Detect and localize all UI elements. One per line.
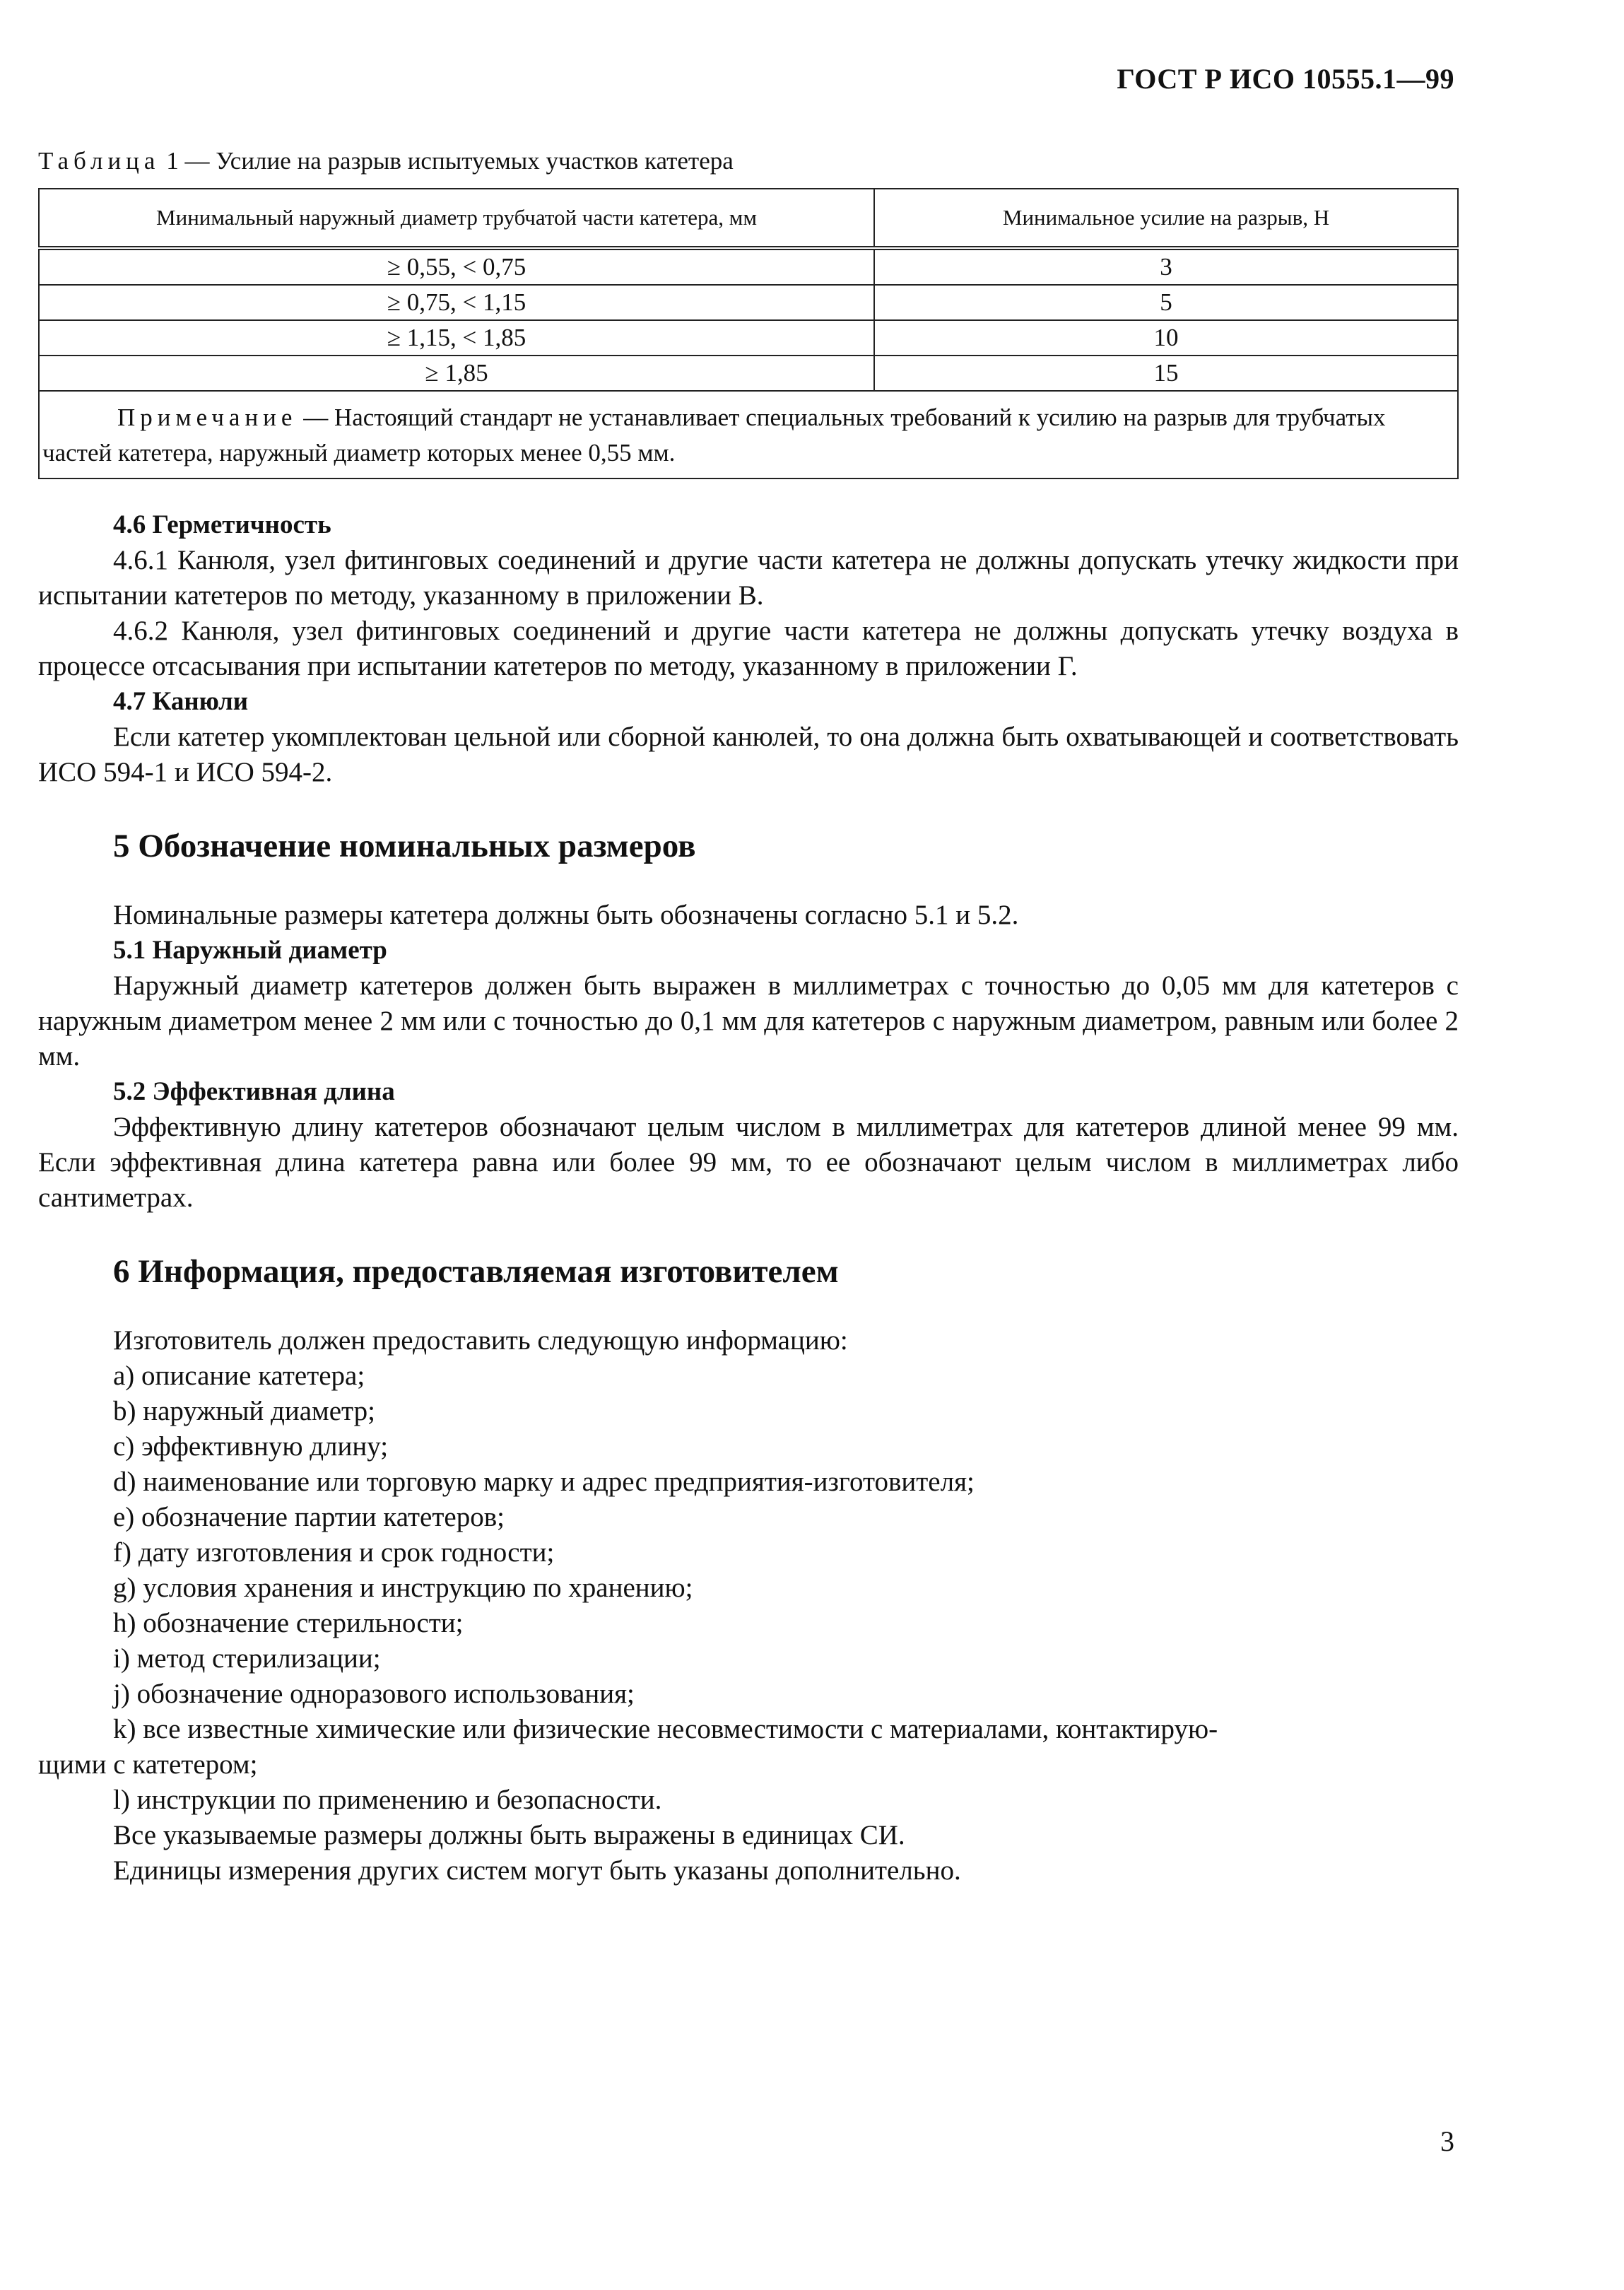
document-code-header: ГОСТ Р ИСО 10555.1—99 xyxy=(1117,63,1454,95)
table-row xyxy=(39,356,1458,391)
table-caption-label: Таблица xyxy=(38,147,160,175)
table-cell-force: 15 xyxy=(874,356,1458,391)
table-cell-force: 10 xyxy=(874,320,1458,356)
list-item: i) метод стерилизации; xyxy=(113,1643,381,1674)
table-row xyxy=(39,285,1458,320)
table-row xyxy=(39,320,1458,356)
section-5-1-title: 5.1 Наружный диаметр xyxy=(113,936,387,965)
section-4-6-title: 4.6 Герметичность xyxy=(113,510,331,539)
list-item-k xyxy=(38,1712,1459,1783)
list-item: b) наружный диаметр; xyxy=(113,1396,375,1426)
table-row xyxy=(39,248,1458,285)
section-4-7-title: 4.7 Канюли xyxy=(113,687,249,716)
table-caption xyxy=(38,147,734,175)
table-caption-text: 1 — Усилие на разрыв испытуемых участков катетера xyxy=(166,147,734,175)
table-header-diameter: Минимальный наружный диаметр трубчатой части катетера, мм xyxy=(39,189,874,248)
list-item: e) обозначение партии катетеров; xyxy=(113,1502,505,1532)
section-5-intro: Номинальные размеры катетера должны быть обозначены согласно 5.1 и 5.2. xyxy=(113,900,1019,930)
list-item: c) эффективную длину; xyxy=(113,1431,389,1462)
closing-text-si-units: Все указываемые размеры должны быть выражены в единицах СИ. xyxy=(113,1820,905,1850)
list-item-k-first-line: k) все известные химические или физические несовместимости с материалами, контактирую- xyxy=(113,1714,1218,1744)
section-5-2-text: Эффективную длину катетеров обозначают целым числом в миллиметрах для катетеров длиной менее 99 мм. Если эффективная длина катетера равна или более 99 мм, то ее обозначают целым числом в миллиметрах либо сантиметрах. xyxy=(38,1112,1459,1213)
list-item: j) обозначение одноразового использования; xyxy=(113,1679,635,1709)
table-note-label: Примечание xyxy=(117,404,298,431)
table-header-force: Минимальное усилие на разрыв, Н xyxy=(874,189,1458,248)
table-note-text: — Настоящий стандарт не устанавливает специальных требований к усилию на разрыв для трубчатых частей катетера, наружный диаметр которых менее 0,55 мм. xyxy=(42,404,1386,466)
section-4-6-1-text: 4.6.1 Канюля, узел фитинговых соединений и другие части катетера не должны допускать утечку жидкости при испытании катетеров по методу, указанному в приложении В. xyxy=(38,545,1459,611)
table-note-row xyxy=(39,391,1458,478)
closing-text-other-units: Единицы измерения других систем могут быть указаны дополнительно. xyxy=(113,1855,961,1886)
list-item: l) инструкции по применению и безопасности. xyxy=(113,1785,662,1815)
table-cell-force: 3 xyxy=(874,248,1458,285)
list-item: a) описание катетера; xyxy=(113,1361,365,1391)
section-5-1-text: Наружный диаметр катетеров должен быть выражен в миллиметрах с точностью до 0,05 мм для катетеров с наружным диаметром менее 2 мм или с точностью до 0,1 мм для катетеров с наружным диаметром, равным или более 2 мм. xyxy=(38,970,1459,1071)
table-cell-diameter: ≥ 0,75, < 1,15 xyxy=(39,285,874,320)
table-cell-force: 5 xyxy=(874,285,1458,320)
section-4-7-text: Если катетер укомплектован цельной или сборной канюлей, то она должна быть охватывающей и соответствовать ИСО 594-1 и ИСО 594-2. xyxy=(38,722,1459,787)
table-cell-diameter: ≥ 1,15, < 1,85 xyxy=(39,320,874,356)
page-number: 3 xyxy=(1440,2125,1454,2157)
table-cell-diameter: ≥ 0,55, < 0,75 xyxy=(39,248,874,285)
table-header-row xyxy=(39,189,1458,248)
table-note xyxy=(39,391,1458,478)
section-6-title: 6 Информация, предоставляемая изготовителем xyxy=(113,1253,839,1290)
list-item: d) наименование или торговую марку и адрес предприятия-изготовителя; xyxy=(113,1467,975,1497)
section-5-title: 5 Обозначение номинальных размеров xyxy=(113,828,696,864)
list-item: f) дату изготовления и срок годности; xyxy=(113,1537,555,1568)
list-item: g) условия хранения и инструкцию по хранению; xyxy=(113,1573,693,1603)
main-text xyxy=(38,507,1459,1889)
section-6-intro: Изготовитель должен предоставить следующую информацию: xyxy=(113,1325,848,1356)
list-item: h) обозначение стерильности; xyxy=(113,1608,464,1638)
table-cell-diameter: ≥ 1,85 xyxy=(39,356,874,391)
list-item-k-continuation: щими с катетером; xyxy=(38,1749,258,1780)
section-5-2-title: 5.2 Эффективная длина xyxy=(113,1077,395,1106)
section-4-6-2-text: 4.6.2 Канюля, узел фитинговых соединений и другие части катетера не должны допускать утечку воздуха в процессе отсасывания при испытании катетеров по методу, указанному в приложении Г. xyxy=(38,616,1459,681)
breaking-force-table xyxy=(38,188,1459,479)
